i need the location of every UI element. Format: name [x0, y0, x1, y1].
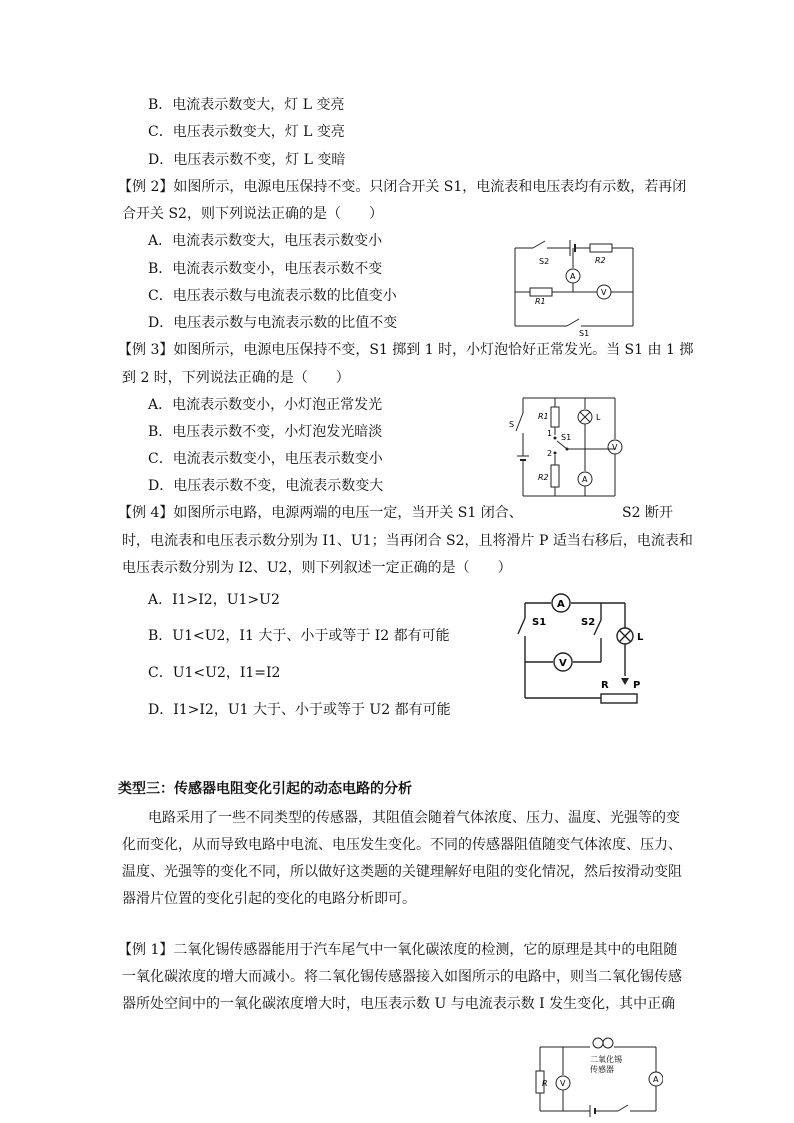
ex1b-circuit-diagram — [528, 1035, 663, 1120]
ex4-label-s2: S2 — [581, 617, 596, 628]
ex1b-sensor-label-1: 二氧化锡 — [590, 1055, 622, 1064]
section-heading: 类型三：传感器电阻变化引起的动态电路的分析 — [118, 781, 412, 797]
ex4-ammeter-label: A — [557, 599, 565, 610]
ex2-stem-line1: 【例 2】如图所示，电源电压保持不变。只闭合开关 S1，电流表和电压表均有示数，若再闭 — [118, 179, 687, 195]
ex4-stem-line3: 电压表示数分别为 I2、U2，则下列叙述一定正确的是（ ） — [122, 560, 512, 576]
ex2-label-s1: S1 — [579, 329, 590, 338]
section-para-line4: 器滑片位置的变化引起的变化的电路分析即可。 — [122, 891, 416, 907]
ex2-label-r2: R2 — [595, 256, 606, 265]
ex4-label-p: P — [633, 680, 641, 691]
ex4-circuit-diagram — [515, 590, 645, 708]
ex3-label-1: 1 — [547, 429, 553, 438]
ex1b-voltmeter-label: V — [560, 1079, 566, 1088]
ex3-label-r2: R2 — [538, 473, 549, 482]
ex4-option-a: A．I1>I2，U1>U2 — [148, 592, 280, 608]
ex4-stem-line1-end: S2 断开 — [622, 505, 673, 521]
ex2-ammeter-label: A — [570, 272, 576, 281]
ex1b-stem-line2: 一氧化碳浓度的增大而减小。将二氧化锡传感器接入如图所示的电路中，则当二氧化锡传感 — [122, 969, 682, 985]
ex4-label-l: L — [637, 632, 644, 643]
ex3-stem-line2: 到 2 时，下列说法正确的是（ ） — [122, 370, 350, 386]
ex3-stem-line1: 【例 3】如图所示，电源电压保持不变，S1 掷到 1 时，小灯泡恰好正常发光。当 S1 由 1 掷 — [118, 342, 694, 358]
section-para-line1: 电路采用了一些不同类型的传感器，其阻值会随着气体浓度、压力、温度、光强等的变 — [148, 810, 680, 826]
ex4-option-b: B．U1<U2，I1 大于、小于或等于 I2 都有可能 — [148, 628, 450, 644]
ex1b-stem-line3: 器所处空间中的一氧化碳浓度增大时，电压表示数 U 与电流表示数 I 发生变化，其中正确 — [122, 996, 676, 1012]
ex1b-stem-line1: 【例 1】二氧化锡传感器能用于汽车尾气中一氧化碳浓度的检测，它的原理是其中的电阻随 — [118, 942, 678, 958]
ex2-circuit-diagram — [505, 238, 640, 338]
ex3-option-c: C．电流表示数变小，电压表示数变小 — [148, 451, 383, 467]
option-d: D．电压表示数不变，灯 L 变暗 — [148, 152, 346, 168]
ex2-stem-line2: 合开关 S2，则下列说法正确的是（ ） — [122, 206, 383, 222]
ex2-option-c: C．电压表示数与电流表示数的比值变小 — [148, 288, 397, 304]
section-para-line3: 温度、光强等的变化不同，所以做好这类题的关键理解好电阻的变化情况，然后按滑动变阻 — [122, 864, 682, 880]
ex3-voltmeter-label: V — [612, 443, 618, 452]
option-b: B．电流表示数变大，灯 L 变亮 — [148, 97, 345, 113]
ex3-label-s1: S1 — [561, 433, 572, 442]
ex3-label-l: L — [596, 413, 601, 422]
ex4-stem-line2: 时，电流表和电压表示数分别为 I1、U1；当再闭合 S2，且将滑片 P 适当右移后，电流表和 — [122, 533, 693, 549]
ex3-label-r1: R1 — [538, 412, 549, 421]
ex2-option-b: B．电流表示数变小，电压表示数不变 — [148, 261, 383, 277]
ex2-label-s2: S2 — [539, 257, 550, 266]
ex3-label-2: 2 — [547, 449, 553, 458]
ex4-option-d: D．I1>I2，U1 大于、小于或等于 U2 都有可能 — [148, 702, 451, 718]
ex3-label-s: S — [509, 420, 515, 429]
ex4-voltmeter-label: V — [559, 658, 567, 669]
ex2-option-a: A．电流表示数变大，电压表示数变小 — [148, 233, 383, 249]
ex2-voltmeter-label: V — [601, 288, 607, 297]
ex1b-ammeter-label: A — [653, 1075, 659, 1084]
ex1b-sensor-label-2: 传感器 — [590, 1065, 614, 1074]
ex3-option-b: B．电压表示数不变，小灯泡发光暗淡 — [148, 424, 383, 440]
ex2-label-r1: R1 — [535, 297, 546, 306]
ex4-label-r: R — [601, 680, 609, 691]
ex3-option-d: D．电压表示数不变，电流表示数变大 — [148, 478, 384, 494]
option-c: C．电压表示数变大，灯 L 变亮 — [148, 124, 345, 140]
ex4-option-c: C．U1<U2，I1=I2 — [148, 665, 281, 681]
ex2-option-d: D．电压表示数与电流表示数的比值不变 — [148, 315, 398, 331]
ex3-option-a: A．电流表示数变小，小灯泡正常发光 — [148, 397, 383, 413]
ex3-ammeter-label: A — [582, 475, 588, 484]
ex3-circuit-diagram — [505, 393, 625, 505]
section-para-line2: 化而变化，从而导致电路中电流、电压发生变化。不同的传感器阻值随变气体浓度、压力、 — [122, 837, 682, 853]
ex4-label-s1: S1 — [532, 617, 547, 628]
ex1b-label-r: R — [542, 1079, 548, 1088]
ex4-stem-line1: 【例 4】如图所示电路，电源两端的电压一定，当开关 S1 闭合、 — [118, 505, 523, 521]
